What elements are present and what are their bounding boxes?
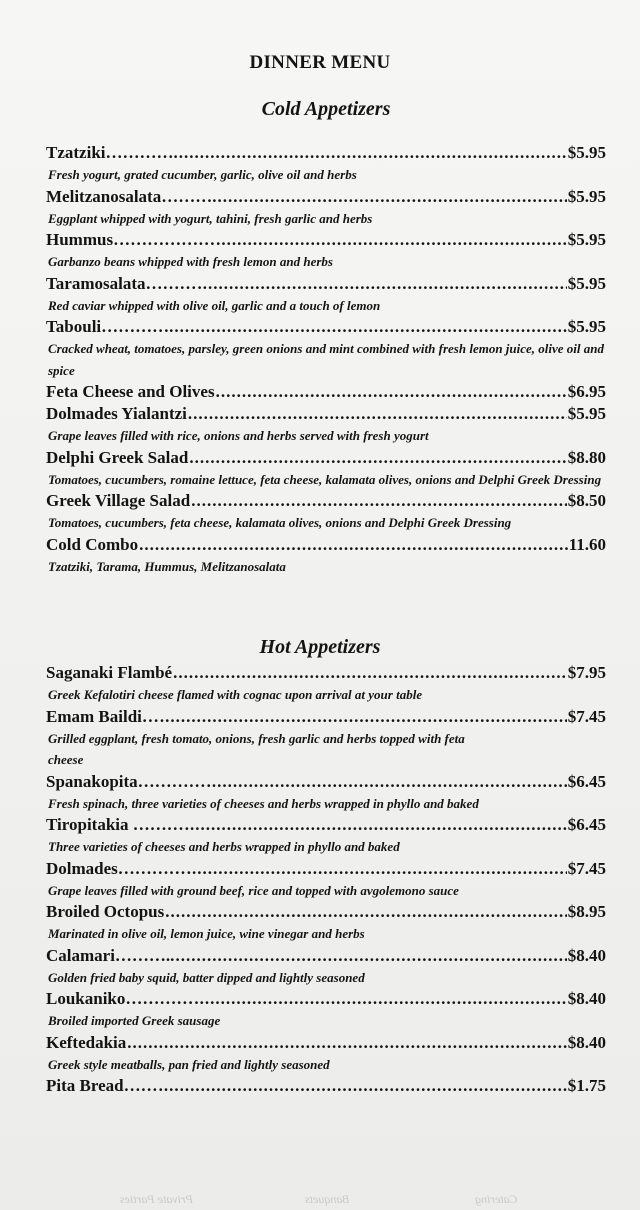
footer-text: Banquets [305,1192,350,1206]
item-description: Tomatoes, cucumbers, feta cheese, kalamata olives, onions and Delphi Greek Dressing [48,515,512,530]
menu-item-dolmades-yialantzi [46,403,606,447]
item-price: $7.45 [567,858,606,878]
item-name: Spanakopita………… [46,771,206,791]
item-description: Marinated in olive oil, lemon juice, wine vinegar and herbs [48,926,365,941]
item-price: $8.80 [567,447,606,467]
item-name: Cold Combo [46,534,139,554]
item-price: $8.40 [567,989,606,1008]
item-description: Greek Kefalotiri cheese flamed with cognac upon arrival at your table [48,687,423,702]
menu-item-keftedakia [46,1032,606,1076]
cold-appetizers-list [46,142,606,577]
item-price: $1.75 [567,1076,606,1095]
item-name: Tiropitakia ……… [46,815,184,834]
section-title-cold: Cold Appetizers [261,98,391,120]
item-price: $7.95 [567,663,606,682]
item-name: Hummus……………… [46,230,216,249]
menu-item-tzatziki [46,142,606,186]
footer-text: Private Parties [120,1192,193,1206]
item-name: Emam Baildi… [46,706,159,726]
item-price: $5.95 [567,143,606,162]
item-name: Delphi Greek Salad [46,447,189,467]
item-name: Greek Village Salad [46,491,191,510]
menu-item-dolmades [46,858,606,902]
item-price: $5.95 [567,273,606,293]
item-description: Garbanzo beans whipped with fresh lemon and herbs [48,254,333,269]
menu-item-tiropitakia [46,814,606,858]
item-price: $5.95 [567,186,606,206]
item-name: Keftedakia [46,1032,127,1052]
item-description: Cracked wheat, tomatoes, parsley, green onions and mint combined with fresh lemon juice, olive oil and spice [48,341,605,378]
menu-item-pita-bread [46,1075,606,1097]
item-name: Broiled Octopus [46,902,165,921]
item-name: Pita Bread…… [46,1076,158,1095]
item-name: Dolmades Yialantzi [46,404,187,423]
menu-item-emam-baildi [46,706,606,771]
menu-title: DINNER MENU [249,52,391,73]
item-description: Greek style meatballs, pan fried and lightly seasoned [48,1056,330,1072]
item-price: $6.45 [567,771,606,791]
menu-item-loukaniko [46,988,606,1032]
item-price: $6.95 [567,382,606,401]
hot-appetizers-list [46,662,606,1097]
menu-item-taramosalata [46,273,606,317]
menu-item-feta-cheese-olives [46,381,606,403]
menu-item-calamari [46,945,606,989]
section-title-hot: Hot Appetizers [259,636,381,658]
item-description: Eggplant whipped with yogurt, tahini, fresh garlic and herbs [48,210,373,226]
menu-item-cold-combo [46,534,606,578]
item-name: Melitzanosalata………. [46,186,217,206]
item-name: Saganaki Flambé [46,663,173,682]
item-price: $5.95 [567,317,606,336]
item-price: $8.95 [567,902,606,921]
item-description: Fresh spinach, three varieties of cheeses and herbs wrapped in phyllo and baked [48,795,479,811]
item-price: $7.45 [567,706,606,726]
item-price: $8.40 [567,945,606,965]
item-name: Tabouli…………. [46,317,174,336]
item-description: Grilled eggplant, fresh tomato, onions, fresh garlic and herbs topped with feta cheese [48,730,465,767]
menu-item-delphi-greek-salad [46,447,606,491]
item-name: Dolmades………… [46,858,186,878]
item-name: Tzatziki…………. [46,143,178,162]
menu-item-saganaki-flambe [46,662,606,706]
item-name: Calamari……….. [46,945,175,965]
item-price: $6.45 [567,815,606,834]
item-name: Taramosalata……… [46,273,197,293]
item-name: Loukaniko………… [46,989,194,1008]
item-description: Fresh yogurt, grated cucumber, garlic, olive oil and herbs [48,167,357,182]
item-description: Tomatoes, cucumbers, romaine lettuce, feta cheese, kalamata olives, onions and Delphi Greek Dressing [48,471,602,487]
menu-item-tabouli [46,316,606,381]
item-price: 11.60 [568,534,606,554]
item-price: $8.50 [567,491,606,510]
item-description: Grape leaves filled with rice, onions and herbs served with fresh yogurt [48,428,429,443]
item-description: Golden fried baby squid, batter dipped and lightly seasoned [48,969,365,985]
menu-item-melitzanosalata [46,186,606,230]
item-price: $5.95 [567,404,606,423]
menu-item-greek-village-salad [46,490,606,534]
item-description: Tzatziki, Tarama, Hummus, Melitzanosalata [48,558,286,574]
footer-text: Catering [475,1192,518,1206]
menu-item-broiled-octopus [46,901,606,945]
item-description: Three varieties of cheeses and herbs wrapped in phyllo and baked [48,839,400,854]
menu-item-spanakopita [46,771,606,815]
item-description: Red caviar whipped with olive oil, garlic and a touch of lemon [48,297,381,313]
item-name: Feta Cheese and Olives [46,382,215,401]
item-description: Broiled imported Greek sausage [48,1013,221,1028]
item-price: $5.95 [567,230,606,249]
menu-item-hummus [46,229,606,273]
item-price: $8.40 [567,1032,606,1052]
item-description: Grape leaves filled with ground beef, rice and topped with avgolemono sauce [48,882,459,898]
